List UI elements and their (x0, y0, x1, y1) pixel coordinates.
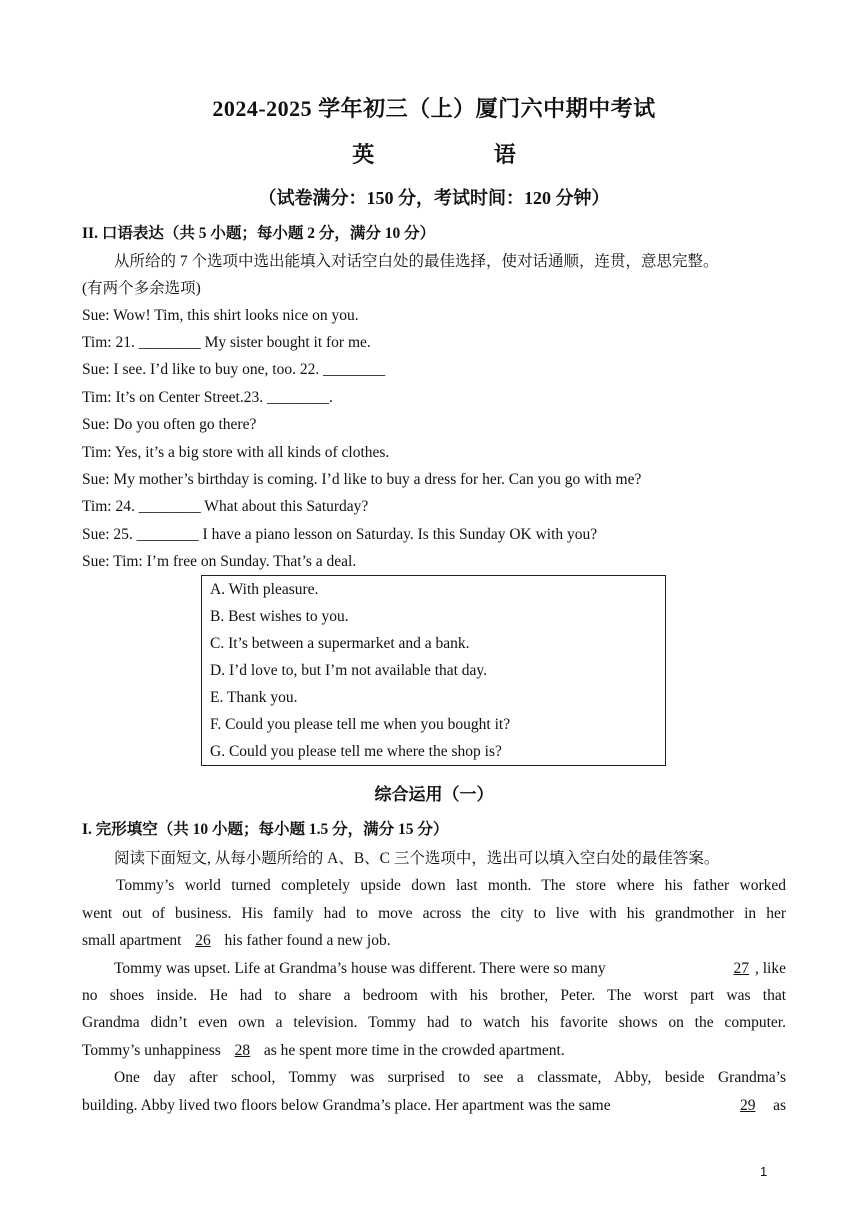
passage-line: Grandma didn’t even own a television. Tommy had to watch his favorite shows on the computer. (82, 1014, 786, 1031)
passage-line: no shoes inside. He had to share a bedroom with his brother, Peter. The worst part was that (82, 987, 786, 1004)
dialogue-line: Sue: Wow! Tim, this shirt looks nice on you. (82, 307, 359, 324)
option-g: G. Could you please tell me where the shop is? (210, 743, 502, 760)
exam-title: 2024-2025 学年初三（上）厦门六中期中考试 (212, 96, 656, 121)
part2-instruction-note: (有两个多余选项) (82, 280, 201, 297)
passage-line: Tommy was upset. Life at Grandma’s house was different. There were so many 27 , like (114, 960, 786, 977)
dialogue-line: Tim: It’s on Center Street.23. ________. (82, 389, 333, 406)
passage-line: small apartment 26 his father found a new job. (82, 932, 391, 949)
options-box (201, 575, 666, 766)
option-f: F. Could you please tell me when you bought it? (210, 716, 511, 733)
part2-instruction: 从所给的 7 个选项中选出能填入对话空白处的最佳选择，使对话通顺，连贯，意思完整。 (114, 253, 719, 270)
dialogue-line: Sue: Do you often go there? (82, 416, 257, 433)
option-c: C. It’s between a supermarket and a bank. (210, 635, 470, 652)
dialogue-line: Tim: 21. ________ My sister bought it for me. (82, 334, 371, 351)
blank-28: 28 (234, 1042, 251, 1059)
exam-meta: （试卷满分：150 分，考试时间：120 分钟） (258, 188, 610, 208)
dialogue-line: Sue: I see. I’d like to buy one, too. 22. ________ (82, 361, 386, 378)
part1-heading: I. 完形填空（共 10 小题；每小题 1.5 分，满分 15 分） (82, 821, 449, 838)
passage-line: building. Abby lived two floors below Grandma’s place. Her apartment was the same 29 as (82, 1097, 786, 1114)
passage-line: Tommy’s unhappiness 28 as he spent more time in the crowded apartment. (82, 1042, 565, 1059)
option-b: B. Best wishes to you. (210, 608, 349, 625)
dialogue-line: Sue: Tim: I’m free on Sunday. That’s a deal. (82, 553, 357, 570)
blank-27: 27 (733, 960, 749, 977)
passage-line: Tommy’s world turned completely upside down last month. The store where his father worked (116, 877, 786, 894)
blank-29: 29 (739, 1097, 756, 1114)
dialogue-line: Sue: 25. ________ I have a piano lesson on Saturday. Is this Sunday OK with you? (82, 526, 598, 543)
dialogue-line: Sue: My mother’s birthday is coming. I’d like to buy a dress for her. Can you go with me? (82, 471, 642, 488)
page-number: 1 (760, 1164, 768, 1179)
section-heading: 综合运用（一） (374, 785, 494, 804)
option-d: D. I’d love to, but I’m not available that day. (210, 662, 488, 679)
passage-line: went out of business. His family had to move across the city to live with his grandmother in her (82, 905, 786, 922)
exam-subject: 英 语 (352, 142, 554, 167)
option-a: A. With pleasure. (210, 581, 319, 598)
blank-26: 26 (195, 932, 211, 949)
part1-instruction: 阅读下面短文, 从每小题所给的 A、B、C 三个选项中，选出可以填入空白处的最佳答案。 (114, 850, 720, 867)
part2-heading: II. 口语表达（共 5 小题；每小题 2 分，满分 10 分） (82, 225, 436, 242)
passage-line: One day after school, Tommy was surprised to see a classmate, Abby, beside Grandma’s (114, 1069, 786, 1086)
dialogue-line: Tim: Yes, it’s a big store with all kinds of clothes. (82, 444, 390, 461)
dialogue-line: Tim: 24. ________ What about this Saturday? (82, 498, 369, 515)
option-e: E. Thank you. (210, 689, 298, 706)
